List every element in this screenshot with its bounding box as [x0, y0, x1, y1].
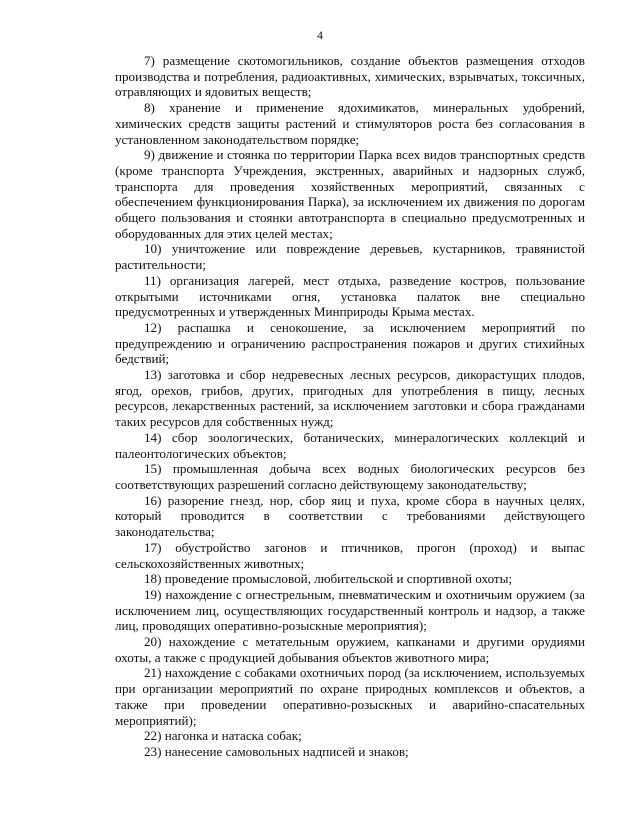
list-item-14: 14) сбор зоологических, ботанических, минералогических коллекций и палеонтологических объектов;: [115, 429, 585, 461]
list-item-18: 18) проведение промысловой, любительской и спортивной охоты;: [144, 571, 513, 587]
list-item-7: 7) размещение скотомогильников, создание объектов размещения отходов производства и потребления, радиоактивных, химических, взрывчатых, токсичных, отравляющих и ядовитых веществ;: [115, 53, 585, 100]
list-item-22: 22) нагонка и натаска собак;: [144, 728, 302, 744]
list-item-15: 15) промышленная добыча всех водных биологических ресурсов без соответствующих разрешений согласно действующему законодательству;: [115, 461, 585, 492]
list-item-21: 21) нахождение с собаками охотничьих пород (за исключением, используемых при организации мероприятий по охране природных комплексов и объектов, а также при проведении оперативно-розыскных и аварийно-спасательных мероприятий);: [115, 665, 585, 728]
list-item-8: 8) хранение и применение ядохимикатов, минеральных удобрений, химических средств защиты растений и стимуляторов роста без согласования в установленном законодательством порядке;: [115, 100, 585, 147]
list-item-10: 10) уничтожение или повреждение деревьев, кустарников, травянистой растительности;: [115, 241, 585, 273]
document-body: [115, 53, 585, 760]
list-item-9: 9) движение и стоянка по территории Парка всех видов транспортных средств (кроме транспорта Учреждения, экстренных, аварийных и надзорных служб, транспорта для проведения хозяйственных мероприятий, связанных с обеспечением функционирования Парка), за исключением их движения по дорогам общего пользования и стоянки автотранспорта в специально предусмотренных и оборудованных для этих целей местах;: [115, 147, 585, 241]
list-item-13: 13) заготовка и сбор недревесных лесных ресурсов, дикорастущих плодов, ягод, орехов, грибов, других, пригодных для употребления в пищу, лесных ресурсов, лекарственных растений, за исключением заготовки и сбора гражданами таких ресурсов для собственных нужд;: [115, 367, 585, 430]
list-item-17: 17) обустройство загонов и птичников, прогон (проход) и выпас сельскохозяйственных животных;: [115, 539, 585, 571]
list-item-23: 23) нанесение самовольных надписей и знаков;: [144, 743, 409, 759]
list-item-12: 12) распашка и сенокошение, за исключением мероприятий по предупреждению и ограничению распространения пожаров и других стихийных бедствий;: [115, 319, 585, 367]
list-item-11: 11) организация лагерей, мест отдыха, разведение костров, пользование открытыми источниками огня, установка палаток вне специально предусмотренных и утвержденных Минприроды Крыма местах.: [115, 272, 585, 320]
page-number: 4: [317, 28, 323, 42]
list-item-16: 16) разорение гнезд, нор, сбор яиц и пуха, кроме сбора в научных целях, который проводится в соответствии с требованиями действующего законодательства;: [115, 492, 585, 540]
list-item-20: 20) нахождение с метательным оружием, капканами и другими орудиями охоты, а также с продукцией добывания объектов животного мира;: [115, 634, 585, 665]
list-item-19: 19) нахождение с огнестрельным, пневматическим и охотничьим оружием (за исключением лиц, осуществляющих государственный контроль и надзор, а также лиц, проводящих оперативно-розыскные мероприятия);: [115, 586, 585, 634]
